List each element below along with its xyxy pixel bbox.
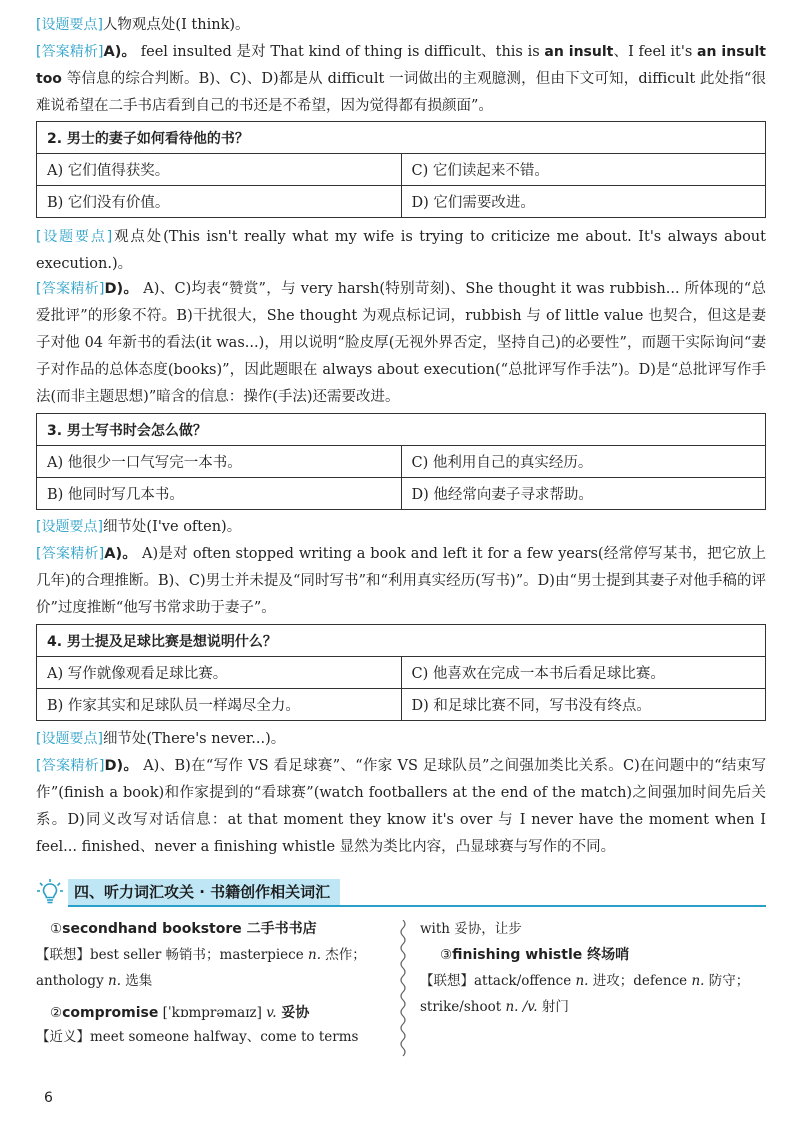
- section-title: 四、听力词汇攻关 · 书籍创作相关词汇: [68, 879, 340, 905]
- key-point-tag: [设题要点]: [36, 229, 113, 245]
- key-point-text: 观点处(This isn't really what my wife is trying to criticize me about. It's always about execution.)。: [36, 229, 766, 272]
- key-point-text: 人物观点处(I think)。: [102, 17, 250, 33]
- pos: n.: [691, 973, 705, 989]
- answer-analysis-1: [36, 39, 766, 120]
- question-2-head: 2. 男士的妻子如何看待他的书？: [37, 122, 766, 154]
- option-b: B) 他同时写几本书。: [37, 478, 402, 510]
- assoc-text: 选集: [121, 973, 153, 989]
- vocab-assoc-3: [420, 968, 766, 1020]
- key-point-tag: [设题要点]: [36, 731, 103, 747]
- pos: v.: [266, 1005, 277, 1021]
- vocab-entry-1: [50, 916, 390, 942]
- answer-tag: [答案精析]: [36, 44, 104, 60]
- answer-tag: [答案精析]: [36, 758, 105, 774]
- assoc-text: attack/offence: [474, 973, 576, 989]
- bold-phrase: an insult too: [36, 44, 766, 87]
- vocab-entry-2: [50, 1000, 390, 1026]
- vocab-word: secondhand bookstore: [62, 921, 242, 937]
- key-point-text: 细节处(I've often)。: [102, 519, 242, 535]
- page-number: 6: [44, 1090, 53, 1106]
- vocab-meaning: 妥协: [276, 1005, 310, 1021]
- assoc-text: 杰作；anthology: [36, 947, 366, 989]
- option-a: A) 它们值得获奖。: [37, 154, 402, 186]
- question-4-table: [36, 624, 766, 721]
- analysis-text: feel insulted 是对 That kind of thing is difficult、this is: [140, 44, 545, 60]
- vocab-assoc-1: [36, 942, 390, 994]
- lightbulb-icon: [36, 878, 64, 906]
- syn-text: meet someone halfway、come to terms: [90, 1029, 359, 1045]
- vocab-word: finishing whistle: [452, 947, 583, 963]
- key-point-tag: [设题要点]: [36, 519, 103, 535]
- analysis-text: 等信息的综合判断。B)、C)、D)都是从 difficult 一词做出的主观臆测，但由下文可知，difficult 此处指“很难说希望在二手书店看到自己的书还是不希望，因为觉得都有损颜面”。: [36, 71, 766, 114]
- pos: n. /v.: [505, 999, 538, 1015]
- assoc-text: 射门: [537, 999, 569, 1015]
- key-point-2: [36, 224, 766, 278]
- answer-tag: [答案精析]: [36, 281, 105, 297]
- analysis-text: A)、B)在“写作 VS 看足球赛”、“作家 VS 足球队员”之间强加类比关系。C)在问题中的“结束写作”(finish a book)和作家提到的“看球赛”(watch footballers at the end of the match)之间强加时间先后关系。D)同义改写对话信息：at that moment they know it's over 与 I never have the moment when I feel... finished、never a finishing whistle 显然为类比内容，凸显球赛与写作的不同。: [36, 758, 767, 855]
- answer-letter: D)。: [104, 281, 139, 297]
- key-point-3: [36, 514, 766, 541]
- answer-analysis-4: [36, 753, 766, 861]
- key-point-text: 细节处(There's never...)。: [102, 731, 286, 747]
- section-header: [36, 876, 766, 908]
- option-d: D) 和足球比赛不同，写书没有终点。: [401, 689, 766, 721]
- phonetic: [ˈkɒmprəmaɪz]: [158, 1005, 267, 1021]
- vocab-entry-3: [440, 942, 766, 968]
- vocab-meaning: 二手书书店: [241, 921, 317, 937]
- entry-number: ①: [50, 921, 63, 937]
- answer-analysis-3: [36, 541, 766, 622]
- question-3-table: [36, 413, 766, 510]
- assoc-label: 【联想】: [36, 947, 90, 963]
- pos: n.: [308, 947, 321, 963]
- answer-letter: A)。: [103, 44, 137, 60]
- answer-tag: [答案精析]: [36, 546, 105, 562]
- vocab-syn-2: [36, 1024, 390, 1050]
- option-a: A) 他很少一口气写完一本书。: [37, 446, 402, 478]
- analysis-text: 、I feel it's: [613, 44, 698, 60]
- analysis-text: A)、C)均表“赞赏”，与 very harsh(特别苛刻)、She thought it was rubbish... 所体现的“总爱批评”的形象不符。B)干扰很大，She thought 为观点标记词，rubbish 与 of little value 也契合，但这是妻子对他 04 年新书的看法(it was...)，用以说明“脸皮厚(无视外界否定，坚持自己)的必要性”，而题干实际询问“妻子对作品的总体态度(books)”，因此题眼在 always about execution(“总批评写作手法”)。D)是“总批评写作手法(而非主题思想)”暗含的信息：操作(手法)还需要改进。: [36, 281, 766, 405]
- question-4-head: 4. 男士提及足球比赛是想说明什么？: [37, 625, 766, 657]
- vocab-meaning: 终场哨: [582, 947, 630, 963]
- section-rule: [68, 905, 766, 907]
- option-d: D) 它们需要改进。: [401, 186, 766, 218]
- syn-text: with 妥协，让步: [420, 921, 522, 937]
- option-c: C) 他喜欢在完成一本书后看足球比赛。: [401, 657, 766, 689]
- assoc-label: 【联想】: [420, 973, 474, 989]
- key-point-tag: [设题要点]: [36, 17, 103, 33]
- question-3-head: 3. 男士写书时会怎么做？: [37, 414, 766, 446]
- entry-number: ③: [440, 947, 453, 963]
- assoc-text: 进攻；defence: [588, 973, 692, 989]
- bold-phrase: an insult: [544, 44, 614, 60]
- option-c: C) 它们读起来不错。: [401, 154, 766, 186]
- key-point-1: [36, 12, 766, 39]
- key-point-4: [36, 726, 766, 753]
- assoc-text: best seller 畅销书；masterpiece: [90, 947, 308, 963]
- vocab-word: compromise: [62, 1005, 159, 1021]
- option-b: B) 它们没有价值。: [37, 186, 402, 218]
- option-d: D) 他经常向妻子寻求帮助。: [401, 478, 766, 510]
- answer-letter: D)。: [104, 758, 139, 774]
- pos: n.: [575, 973, 589, 989]
- vocab-syn-2-cont: [420, 916, 766, 942]
- entry-number: ②: [50, 1005, 63, 1021]
- option-a: A) 写作就像观看足球比赛。: [37, 657, 402, 689]
- pos: n.: [108, 973, 121, 989]
- answer-analysis-2: [36, 276, 766, 411]
- analysis-text: A)是对 often stopped writing a book and left it for a few years(经常停写某书，把它放上几年)的合理推断。B)、C)男士并未提及“同时写书”和“利用真实经历(写书)”。D)由“男士提到其妻子对他手稿的评价”过度推断“他写书常求助于妻子”。: [36, 546, 766, 616]
- option-b: B) 作家其实和足球队员一样竭尽全力。: [37, 689, 402, 721]
- syn-label: 【近义】: [36, 1029, 90, 1045]
- question-2-table: [36, 121, 766, 218]
- assoc-text: 防守；strike/shoot: [420, 973, 750, 1015]
- answer-letter: A)。: [104, 546, 138, 562]
- column-divider: [398, 920, 408, 1060]
- option-c: C) 他利用自己的真实经历。: [401, 446, 766, 478]
